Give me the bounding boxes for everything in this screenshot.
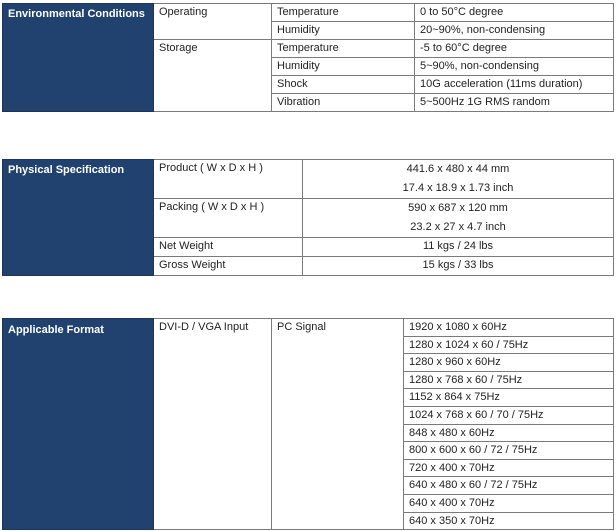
mode-row: 640 x 480 x 60 / 72 / 75Hz [404, 477, 614, 495]
mode-row: 800 x 600 x 60 / 72 / 75Hz [404, 442, 614, 460]
gross-weight-value: 15 kgs / 33 lbs [303, 257, 614, 276]
product-dimensions-inch: 17.4 x 18.9 x 1.73 inch [402, 182, 514, 194]
storage-temperature-value: -5 to 60°C degree [415, 40, 614, 58]
mode-row: 1152 x 864 x 75Hz [404, 389, 614, 407]
storage-shock-label: Shock [272, 76, 415, 94]
net-weight-value: 11 kgs / 24 lbs [303, 238, 614, 257]
product-dimensions-label: Product ( W x D x H ) [154, 160, 303, 199]
product-dimensions-mm: 441.6 x 480 x 44 mm [406, 163, 510, 175]
environmental-conditions-table [2, 3, 614, 112]
mode-row: 1024 x 768 x 60 / 70 / 75Hz [404, 406, 614, 424]
physical-heading: Physical Specification [3, 160, 154, 276]
gross-weight-label: Gross Weight [154, 257, 303, 276]
environmental-heading: Environmental Conditions [3, 4, 154, 112]
format-heading: Applicable Format [3, 319, 154, 530]
packing-dimensions-value [303, 199, 614, 238]
input-label: DVI-D / VGA Input [154, 319, 272, 530]
storage-shock-value: 10G acceleration (11ms duration) [415, 76, 614, 94]
storage-label: Storage [154, 40, 272, 112]
product-dimensions-value [303, 160, 614, 199]
mode-row: 1280 x 768 x 60 / 75Hz [404, 371, 614, 389]
storage-humidity-label: Humidity [272, 58, 415, 76]
signal-label: PC Signal [272, 319, 404, 530]
operating-humidity-label: Humidity [272, 22, 415, 40]
mode-row: 640 x 350 x 70Hz [404, 512, 614, 530]
mode-row: 640 x 400 x 70Hz [404, 494, 614, 512]
storage-temperature-label: Temperature [272, 40, 415, 58]
operating-humidity-value: 20~90%, non-condensing [415, 22, 614, 40]
storage-humidity-value: 5~90%, non-condensing [415, 58, 614, 76]
mode-row: 1280 x 960 x 60Hz [404, 354, 614, 372]
operating-label: Operating [154, 4, 272, 40]
applicable-format-table [2, 318, 614, 530]
net-weight-label: Net Weight [154, 238, 303, 257]
operating-temperature-label: Temperature [272, 4, 415, 22]
mode-row: 848 x 480 x 60Hz [404, 424, 614, 442]
packing-dimensions-mm: 590 x 687 x 120 mm [408, 202, 508, 214]
packing-dimensions-inch: 23.2 x 27 x 4.7 inch [410, 221, 506, 233]
storage-vibration-value: 5~500Hz 1G RMS random [415, 94, 614, 112]
mode-row: 1280 x 1024 x 60 / 75Hz [404, 336, 614, 354]
mode-row: 1920 x 1080 x 60Hz [404, 319, 614, 337]
operating-temperature-value: 0 to 50°C degree [415, 4, 614, 22]
packing-dimensions-label: Packing ( W x D x H ) [154, 199, 303, 238]
storage-vibration-label: Vibration [272, 94, 415, 112]
physical-specification-table [2, 159, 614, 276]
mode-row: 720 x 400 x 70Hz [404, 459, 614, 477]
